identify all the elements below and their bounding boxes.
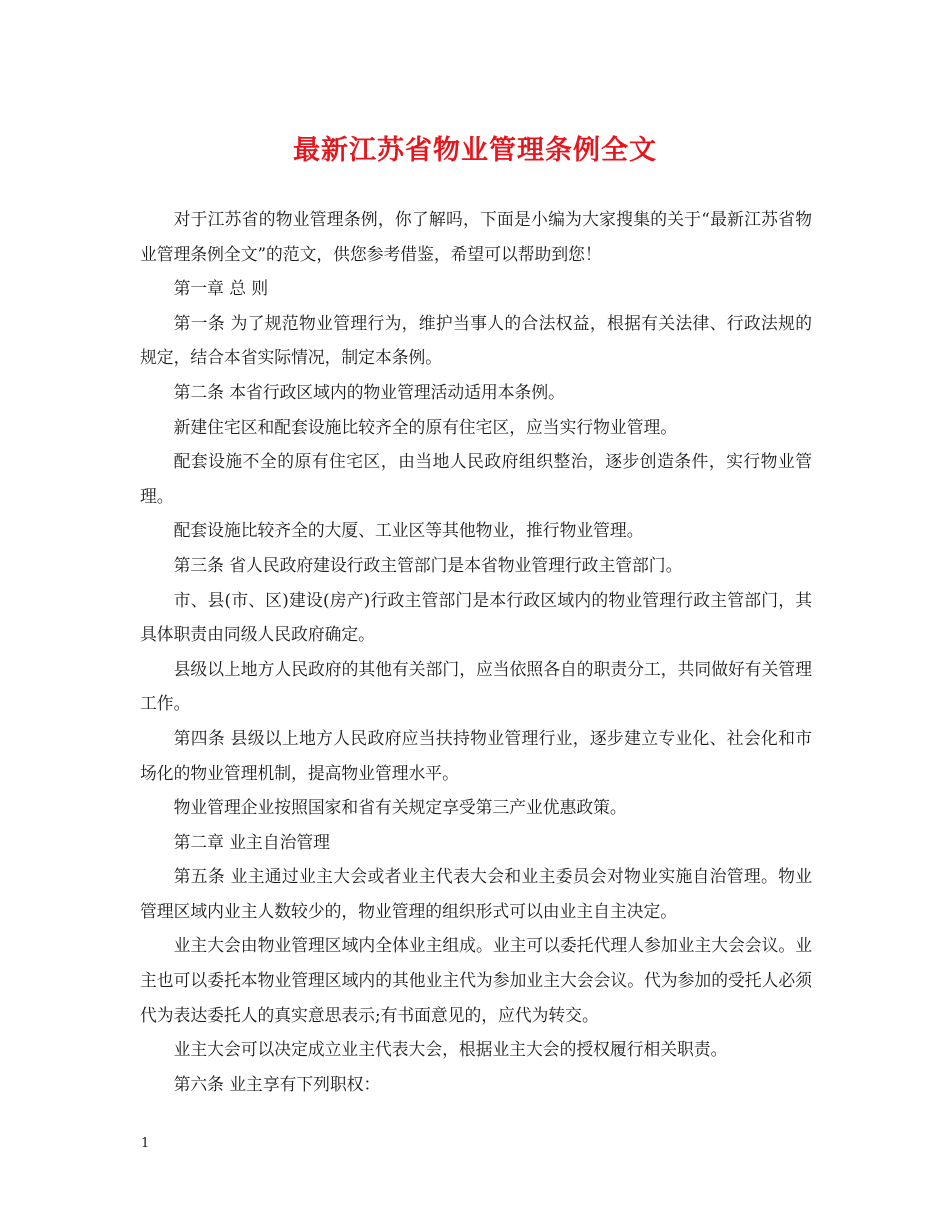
paragraph: 配套设施比较齐全的大厦、工业区等其他物业，推行物业管理。 [173, 520, 644, 541]
paragraph-article-6: 第六条 业主享有下列职权： [173, 1073, 381, 1094]
chapter-heading-2: 第二章 业主自治管理 [173, 831, 330, 852]
page-number: 1 [141, 1136, 150, 1151]
paragraph-article-5: 第五条 业主通过业主大会或者业主代表大会和业主委员会对物业实施自治管理。物业管理区域内业主人数较少的，物业管理的组织形式可以由业主自主决定。 [140, 866, 812, 921]
paragraph-article-4: 第四条 县级以上地方人民政府应当扶持物业管理行业，逐步建立专业化、社会化和市场化的物业管理机制，提高物业管理水平。 [140, 727, 812, 783]
paragraph: 市、县(市、区)建设(房产)行政主管部门是本行政区域内的物业管理行政主管部门，其具体职责由同级人民政府确定。 [140, 589, 812, 645]
paragraph: 县级以上地方人民政府的其他有关部门，应当依照各自的职责分工，共同做好有关管理工作。 [140, 658, 812, 714]
paragraph: 业主大会可以决定成立业主代表大会，根据业主大会的授权履行相关职责。 [173, 1039, 728, 1060]
paragraph-article-3: 第三条 省人民政府建设行政主管部门是本省物业管理行政主管部门。 [173, 554, 683, 575]
paragraph: 业主大会由物业管理区域内全体业主组成。业主可以委托代理人参加业主大会会议。业主也可以委托本物业管理区域内的其他业主代为参加业主大会会议。代为参加的受托人必须代为表达委托人的真实意思表示;有书面意见的，应代为转交。 [140, 935, 812, 1025]
document-title: 最新江苏省物业管理条例全文 [293, 135, 657, 166]
chapter-heading-1: 第一章 总 则 [173, 278, 269, 299]
paragraph-article-2: 第二条 本省行政区域内的物业管理活动适用本条例。 [173, 381, 565, 402]
paragraph-intro: 对于江苏省的物业管理条例，你了解吗，下面是小编为大家搜集的关于“最新江苏省物业管理条例全文”的范文，供您参考借鉴，希望可以帮助到您！ [140, 209, 812, 264]
paragraph-article-1: 第一条 为了规范物业管理行为，维护当事人的合法权益，根据有关法律、行政法规的规定，结合本省实际情况，制定本条例。 [140, 312, 812, 368]
document-body [140, 202, 812, 1101]
paragraph: 新建住宅区和配套设施比较齐全的原有住宅区，应当实行物业管理。 [173, 416, 678, 437]
paragraph: 配套设施不全的原有住宅区，由当地人民政府组织整治，逐步创造条件，实行物业管理。 [140, 451, 812, 506]
paragraph: 物业管理企业按照国家和省有关规定享受第三产业优惠政策。 [173, 797, 627, 818]
